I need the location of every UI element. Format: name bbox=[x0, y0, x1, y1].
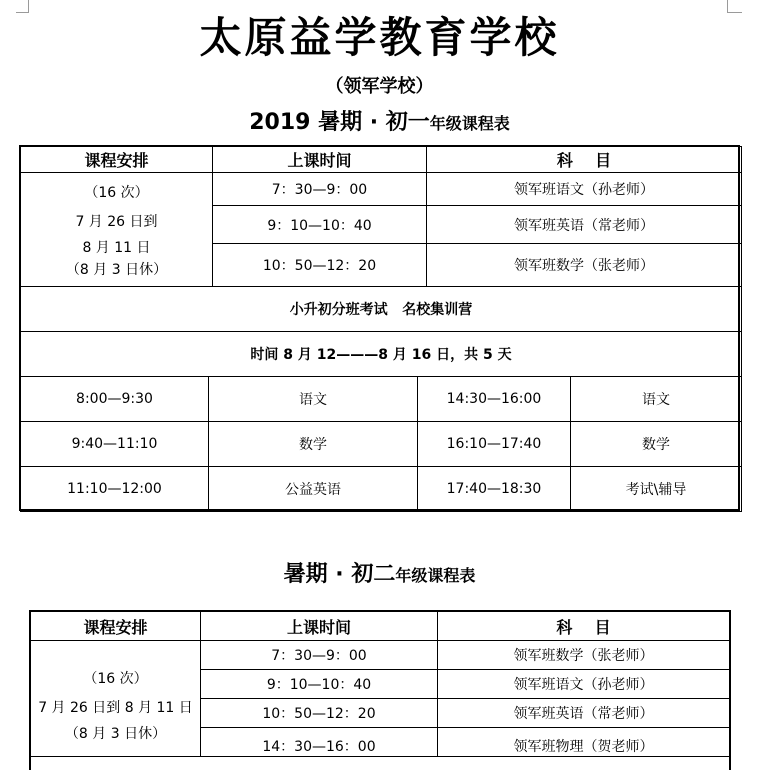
session-time: 14：30—16：00 bbox=[201, 728, 438, 757]
session-subject: 领军班英语（常老师） bbox=[438, 699, 730, 728]
arrangement-dates: 7 月 26 日到 8 月 11 日 bbox=[38, 700, 193, 716]
session-subject: 领军班语文（孙老师） bbox=[438, 670, 730, 699]
table-row bbox=[31, 641, 730, 670]
grade1-heading-main: 2019 暑期 · 初一 bbox=[249, 110, 430, 135]
arrangement-start: 7 月 26 日到 bbox=[75, 213, 158, 230]
header-time: 上课时间 bbox=[201, 612, 438, 641]
table-row bbox=[21, 287, 742, 332]
camp-time-am: 11:10—12:00 bbox=[21, 467, 209, 512]
camp-time-am: 9:40—11:10 bbox=[21, 422, 209, 467]
grade1-heading-suffix: 年级课程表 bbox=[429, 114, 510, 133]
session-subject: 领军班英语（常老师） bbox=[427, 206, 742, 244]
arrangement-cell bbox=[21, 173, 213, 287]
camp-time-pm: 16:10—17:40 bbox=[418, 422, 571, 467]
camp-subject-am: 语文 bbox=[209, 377, 418, 422]
session-subject: 领军班数学（张老师） bbox=[427, 244, 742, 287]
camp-subject-am: 公益英语 bbox=[209, 467, 418, 512]
header-subject: 科 目 bbox=[438, 612, 730, 641]
camp-time-pm: 14:30—16:00 bbox=[418, 377, 571, 422]
arrangement-count: （16 次） bbox=[84, 184, 149, 201]
arrangement-end: 8 月 11 日 bbox=[82, 239, 151, 256]
grade2-schedule-table bbox=[30, 611, 730, 757]
camp-time-pm: 17:40—18:30 bbox=[418, 467, 571, 512]
arrangement-break: （8 月 3 日休） bbox=[65, 261, 168, 278]
camp-dates: 时间 8 月 12———8 月 16 日，共 5 天 bbox=[21, 332, 742, 377]
grade1-camp-table bbox=[20, 376, 742, 512]
arrangement-cell bbox=[31, 641, 201, 757]
session-time: 7：30—9：00 bbox=[213, 173, 427, 206]
session-subject: 领军班物理（贺老师） bbox=[438, 728, 730, 757]
session-time: 7：30—9：00 bbox=[201, 641, 438, 670]
camp-subject-pm: 语文 bbox=[571, 377, 742, 422]
camp-title: 小升初分班考试 名校集训营 bbox=[21, 287, 742, 332]
grade2-heading bbox=[0, 560, 759, 591]
table-row bbox=[21, 173, 742, 206]
grade1-schedule-table bbox=[20, 146, 742, 377]
header-time: 上课时间 bbox=[213, 147, 427, 173]
table-row bbox=[21, 332, 742, 377]
header-arrangement: 课程安排 bbox=[21, 147, 213, 173]
session-time: 9：10—10：40 bbox=[213, 206, 427, 244]
header-subject: 科 目 bbox=[427, 147, 742, 173]
school-subtitle: （领军学校） bbox=[325, 76, 434, 97]
camp-subject-am: 数学 bbox=[209, 422, 418, 467]
session-time: 9：10—10：40 bbox=[201, 670, 438, 699]
table-row bbox=[21, 467, 742, 512]
session-time: 10：50—12：20 bbox=[213, 244, 427, 287]
table-header-row bbox=[31, 612, 730, 641]
school-title: 太原益学教育学校 bbox=[199, 13, 560, 62]
grade1-heading bbox=[0, 108, 759, 139]
arrangement-break: （8 月 3 日休） bbox=[64, 726, 167, 742]
grade2-heading-suffix: 年级课程表 bbox=[395, 566, 476, 585]
arrangement-count: （16 次） bbox=[83, 671, 148, 687]
table-header-row bbox=[21, 147, 742, 173]
table-row bbox=[21, 422, 742, 467]
table-row bbox=[21, 377, 742, 422]
session-subject: 领军班语文（孙老师） bbox=[427, 173, 742, 206]
header-arrangement: 课程安排 bbox=[31, 612, 201, 641]
camp-subject-pm: 数学 bbox=[571, 422, 742, 467]
grade2-heading-main: 暑期 · 初二 bbox=[283, 562, 396, 587]
camp-time-am: 8:00—9:30 bbox=[21, 377, 209, 422]
camp-subject-pm: 考试\辅导 bbox=[571, 467, 742, 512]
session-subject: 领军班数学（张老师） bbox=[438, 641, 730, 670]
session-time: 10：50—12：20 bbox=[201, 699, 438, 728]
